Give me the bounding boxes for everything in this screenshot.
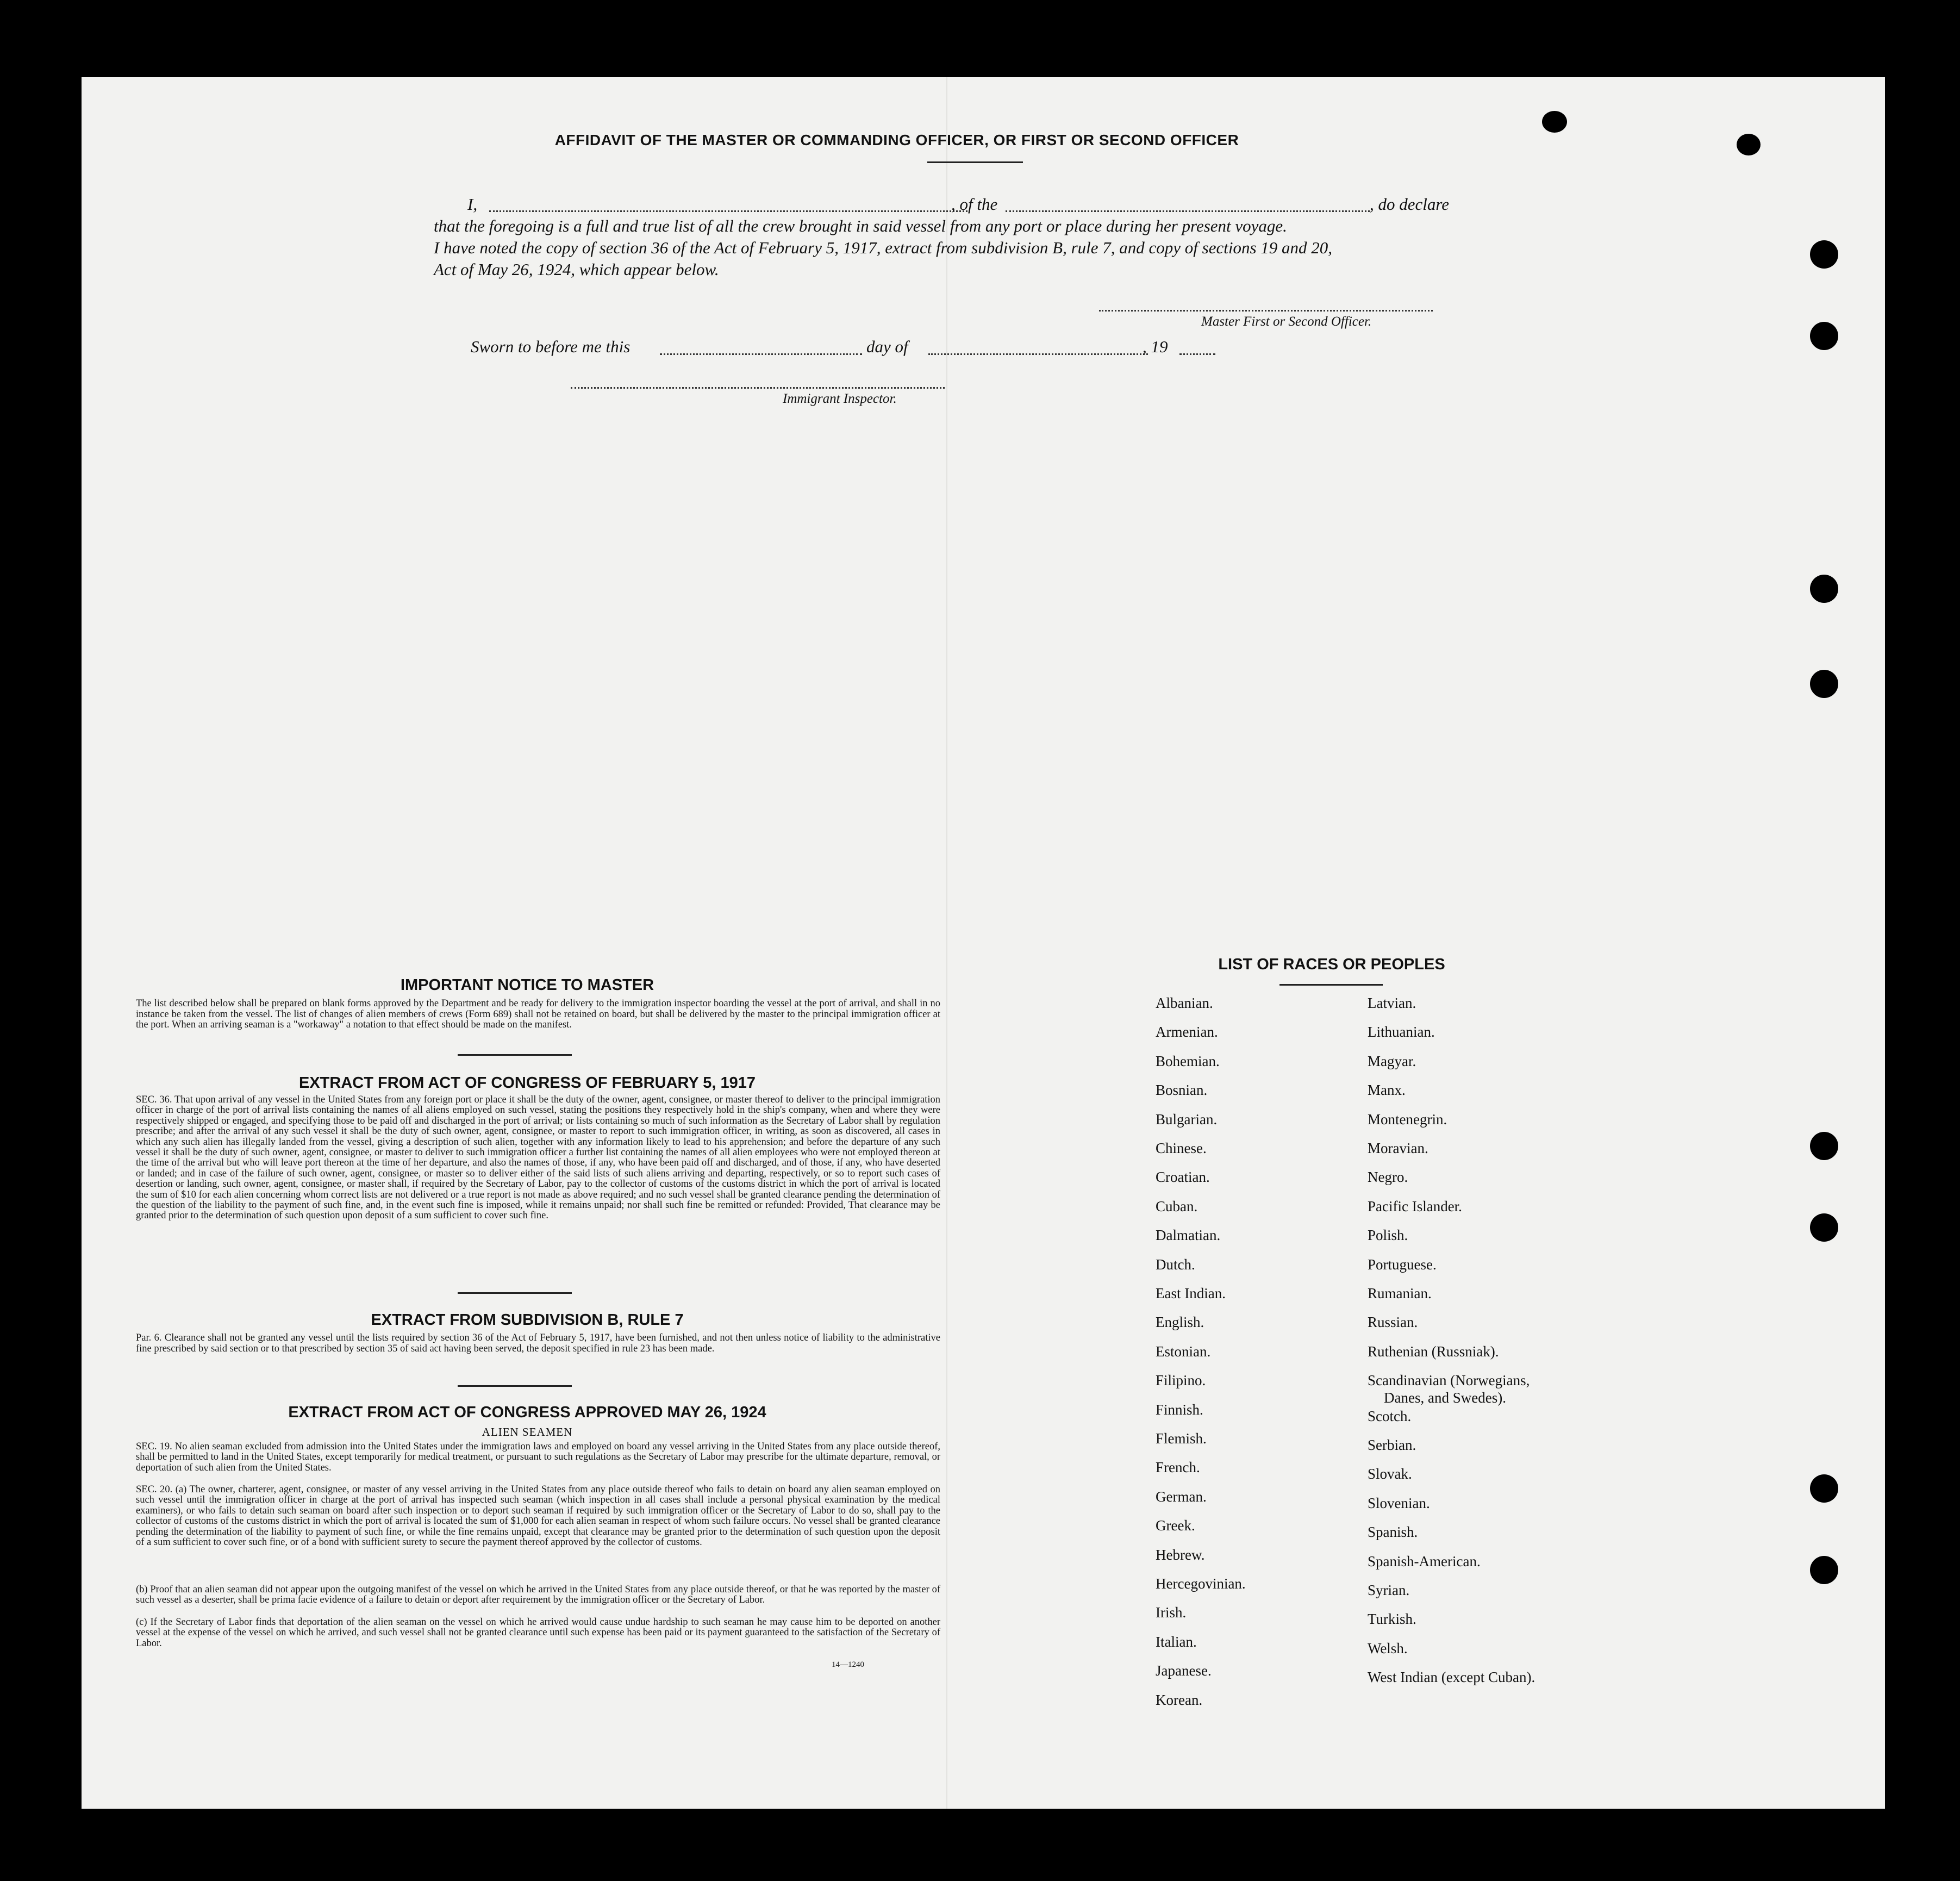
race-item: Scotch. — [1368, 1407, 1412, 1424]
sworn-month-field[interactable] — [928, 353, 1148, 355]
race-item: Hercegovinian. — [1156, 1575, 1246, 1592]
race-item: West Indian (except Cuban). — [1368, 1669, 1535, 1686]
binder-hole — [1737, 134, 1761, 155]
year-label: , 19 — [1143, 337, 1168, 356]
race-item: Russian. — [1368, 1314, 1418, 1331]
race-item: Polish. — [1368, 1227, 1408, 1244]
race-item: East Indian. — [1156, 1285, 1226, 1301]
race-item: Bosnian. — [1156, 1082, 1208, 1099]
race-item: Italian. — [1156, 1633, 1197, 1650]
sworn-label: Sworn to before me this — [471, 337, 631, 356]
extract-rule7-body: Par. 6. Clearance shall not be granted any vessel until the lists required by section 36 of the Act of February 5, 1917, have been furnished, and not then unless notice of liability to the administrative fine prescribed by said section or to that prescribed by section 35 of said act having been served, the deposit specified in rule 23 has been made. — [136, 1332, 940, 1354]
binder-hole — [1810, 1474, 1838, 1503]
race-item: Welsh. — [1368, 1640, 1408, 1656]
name-field[interactable] — [489, 210, 967, 212]
form-number: 14—1240 — [832, 1660, 864, 1669]
race-item: Montenegrin. — [1368, 1111, 1447, 1128]
extract-1924-title: EXTRACT FROM ACT OF CONGRESS APPROVED MAY 26, 1924 — [288, 1404, 766, 1421]
race-item: Portuguese. — [1368, 1256, 1437, 1273]
notice-title: IMPORTANT NOTICE TO MASTER — [400, 976, 654, 994]
day-of-label: day of — [866, 337, 908, 356]
binder-hole — [1810, 322, 1838, 350]
race-item: Flemish. — [1156, 1430, 1207, 1447]
race-item: Finnish. — [1156, 1401, 1203, 1418]
race-item: Lithuanian. — [1368, 1024, 1435, 1041]
race-item: Slovak. — [1368, 1466, 1412, 1483]
binder-hole — [1542, 111, 1567, 133]
race-item: Syrian. — [1368, 1582, 1410, 1598]
race-item: Bulgarian. — [1156, 1111, 1218, 1128]
race-item: Slovenian. — [1368, 1494, 1430, 1511]
race-item: Negro. — [1368, 1169, 1408, 1186]
binder-hole — [1810, 575, 1838, 603]
race-item: Latvian. — [1368, 995, 1416, 1011]
binder-hole — [1810, 1213, 1838, 1242]
race-item: Scandinavian (Norwegians, — [1368, 1372, 1530, 1389]
race-item: Turkish. — [1368, 1611, 1416, 1628]
race-item: German. — [1156, 1488, 1207, 1505]
master-signature-line[interactable] — [1099, 310, 1433, 312]
binder-hole — [1810, 670, 1838, 698]
affidavit-line-2: that the foregoing is a full and true list of all the crew brought in said vessel from any port or place during her present voyage. — [434, 216, 1287, 235]
master-signature-caption: Master First or Second Officer. — [1201, 314, 1372, 329]
race-item: Armenian. — [1156, 1024, 1218, 1041]
binder-hole — [1810, 240, 1838, 269]
race-item: Hebrew. — [1156, 1546, 1205, 1563]
sworn-year-field[interactable] — [1179, 353, 1215, 355]
race-item: Bohemian. — [1156, 1052, 1220, 1069]
affidavit-declare: , do declare — [1370, 195, 1450, 214]
fold-line — [946, 77, 947, 1809]
race-item: Croatian. — [1156, 1169, 1210, 1186]
extract-1924-sec20c: (c) If the Secretary of Labor finds that deportation of the alien seaman on the vessel on which he arrived would cause undue hardship to such seaman he may cause him to be deported on another vessel at the expense of the vessel on which he arrived, and such vessel shall not be granted clearance until such expense has been paid or its payment guaranteed to the satisfaction of the Secretary of Labor. — [136, 1617, 940, 1649]
race-item: Irish. — [1156, 1604, 1187, 1621]
race-item: Greek. — [1156, 1517, 1195, 1534]
sworn-day-field[interactable] — [660, 353, 862, 355]
inspector-signature-line[interactable] — [571, 387, 945, 389]
race-item: Pacific Islander. — [1368, 1198, 1462, 1214]
inspector-signature-caption: Immigrant Inspector. — [783, 391, 897, 406]
extract-rule7-title: EXTRACT FROM SUBDIVISION B, RULE 7 — [371, 1311, 684, 1329]
race-item: Rumanian. — [1368, 1285, 1432, 1301]
race-item: French. — [1156, 1459, 1200, 1476]
binder-hole — [1810, 1132, 1838, 1160]
race-item: Dalmatian. — [1156, 1227, 1221, 1244]
race-item: Dutch. — [1156, 1256, 1195, 1273]
race-item: Korean. — [1156, 1691, 1203, 1708]
race-item: Moravian. — [1368, 1140, 1428, 1156]
notice-body: The list described below shall be prepared on blank forms approved by the Department and be ready for delivery to the immigration inspector boarding the vessel at the port of arrival, and shall in no instance be taken from the vessel. The list of changes of alien members of crews (Form 689) shall not be retained on board, but shall be delivered by the master to the principal immigration officer at the port. When an arriving seaman is a "workaway" a notation to that effect should be made on the manifest. — [136, 998, 940, 1030]
affidavit-line-3: I have noted the copy of section 36 of the Act of February 5, 1917, extract from subdivision B, rule 7, and copy of sections 19 and 20, — [434, 238, 1333, 257]
race-item: Spanish-American. — [1368, 1553, 1481, 1569]
race-item: Estonian. — [1156, 1343, 1211, 1360]
race-item: Filipino. — [1156, 1372, 1206, 1389]
title-rule — [927, 161, 1023, 163]
races-title: LIST OF RACES OR PEOPLES — [1218, 956, 1445, 973]
vessel-field[interactable] — [1006, 210, 1370, 212]
extract-1924-sec19: SEC. 19. No alien seaman excluded from admission into the United States under the immigration laws and employed on board any vessel arriving in the United States from any place outside thereof, shall be permitted to land in the United States, except temporarily for medical treatment, or pursuant to such regulations as the Secretary of Labor may prescribe for the ultimate departure, removal, or deportation of such alien from the United States. — [136, 1441, 940, 1473]
section-rule — [458, 1054, 572, 1056]
extract-1917-title: EXTRACT FROM ACT OF CONGRESS OF FEBRUARY 5, 1917 — [298, 1074, 756, 1092]
alien-seamen-subtitle: ALIEN SEAMEN — [482, 1425, 573, 1438]
race-item: Spanish. — [1368, 1524, 1418, 1541]
races-title-rule — [1279, 984, 1383, 986]
race-item: Magyar. — [1368, 1052, 1416, 1069]
races-column-1 — [1156, 995, 1362, 1708]
affidavit-i: I, — [467, 195, 478, 214]
affidavit-of-the: , of the — [951, 195, 998, 214]
race-item: English. — [1156, 1314, 1204, 1331]
affidavit-title: AFFIDAVIT OF THE MASTER OR COMMANDING OFFICER, OR FIRST OR SECOND OFFICER — [554, 132, 1239, 148]
race-item: Cuban. — [1156, 1198, 1198, 1214]
extract-1924-sec20a: SEC. 20. (a) The owner, charterer, agent, consignee, or master of any vessel arriving in the United States from any place outside thereof who fails to detain on board any alien seaman employed on such vessel until the immigration officer in charge at the port of arrival has inspected such seaman (which inspection in all cases shall include a personal physical examination by the medical examiners), or who fails to detain such seaman on board after such inspection or to deport such seaman if required by such immigration officer or the Secretary of Labor to do so, shall pay to the collector of customs of the customs district in which the port of arrival is located the sum of $1,000 for each alien seaman in respect of whom such failure occurs. No vessel shall be granted clearance pending the determination of the liability to payment of such fine, or while the fine remains unpaid, except that clearance may be granted prior to the determination of such question upon the deposit of a sum sufficient to cover such fine, or of a bond with sufficient surety to secure the payment thereof approved by the collector of customs. — [136, 1484, 940, 1548]
extract-1924-sec20b: (b) Proof that an alien seaman did not appear upon the outgoing manifest of the vessel on which he arrived in the United States from any place outside thereof, or that he was reported by the master of such vessel as a deserter, shall be prima facie evidence of a failure to detain or deport after requirement by the immigration officer or the Secretary of Labor. — [136, 1584, 940, 1606]
extract-1917-body: SEC. 36. That upon arrival of any vessel in the United States from any foreign port or place it shall be the duty of the owner, agent, consignee, or master thereof to deliver to the principal immigration officer in charge of the port of arrival lists containing the names of all aliens employed on such vessel, stating the positions they respectively hold in the ship's company, when and where they were respectively shipped or engaged, and specifying those to be paid off and discharged in the port of arrival; or lists containing so much of such information as the Secretary of Labor shall by regulation prescribe; and after the arrival of any such vessel it shall be the duty of such owner, agent, consignee, or master to report to such immigration officer, in writing, as soon as discovered, all cases in which any such alien has illegally landed from the vessel, giving a description of such alien, together with any information likely to lead to his apprehension; and before the departure of any such vessel it shall be the duty of such owner, agent, consignee, or master to deliver to such immigration officer a further list containing the names of all alien employees who were not employed thereon at the time of the arrival but who will leave port thereon at the time of her departure, and also the names of those, if any, who have been paid off and discharged, and of those, if any, who have deserted or landed; and in case of the failure of such owner, agent, consignee, or master so to deliver either of the said lists of such aliens arriving and departing, respectively, or so to report such cases of desertion or landing, such owner, agent, consignee, or master shall, if required by the Secretary of Labor, pay to the collector of customs of the customs district in which the port of arrival is located the sum of $10 for each alien concerning whom correct lists are not delivered or a true report is not made as above required; and no such vessel shall be granted clearance pending the determination of the question of the liability to the payment of such fine, and, in the event such fine is imposed, while it remains unpaid; nor shall such fine be remitted or refunded: Provided, That clearance may be granted prior to the determination of such question upon deposit of a sum sufficient to cover such fine. — [136, 1094, 940, 1222]
affidavit-line-4: Act of May 26, 1924, which appear below. — [434, 260, 719, 279]
race-item: Albanian. — [1156, 995, 1213, 1011]
race-item: Japanese. — [1156, 1662, 1212, 1679]
races-column-2 — [1368, 995, 1618, 1702]
race-item: Manx. — [1368, 1082, 1406, 1099]
race-item: Chinese. — [1156, 1140, 1207, 1156]
race-item: Serbian. — [1368, 1437, 1416, 1453]
document-page — [82, 77, 1885, 1809]
section-rule — [458, 1385, 572, 1387]
section-rule — [458, 1292, 572, 1294]
binder-hole — [1810, 1556, 1838, 1584]
race-item: Ruthenian (Russniak). — [1368, 1343, 1499, 1360]
race-item: Danes, and Swedes). — [1384, 1390, 1506, 1406]
